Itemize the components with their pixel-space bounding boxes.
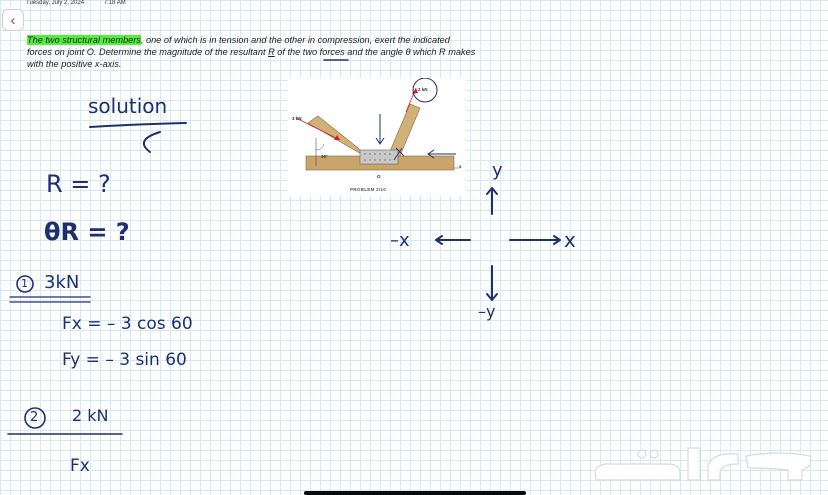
figure-caption: PROBLEM 2/10 <box>350 187 387 192</box>
unknown-theta: θR = ? <box>44 218 130 246</box>
status-time: 7:18 AM <box>103 0 126 6</box>
item2-fx: Fx <box>70 456 90 476</box>
problem-text-3: of the two forces and the angle θ which R makes with the positive x-axis. <box>27 47 476 69</box>
solution-title: solution <box>88 94 168 118</box>
equation-fy: Fy = – 3 sin 60 <box>62 350 187 370</box>
home-indicator[interactable] <box>304 491 526 495</box>
problem-resultant: R <box>268 47 275 57</box>
axis-x-label: x <box>564 228 576 252</box>
figure-joint: O <box>377 174 381 179</box>
figure-force-left: 3 kN <box>292 116 302 121</box>
figure-angle: 30° <box>321 154 328 159</box>
haraj-logo <box>588 436 820 486</box>
item1-number: 1 <box>21 277 28 290</box>
item2-number: 2 <box>30 410 39 425</box>
status-date: Tuesday, July 2, 2024 <box>26 0 85 6</box>
axis-neg-y-label: –y <box>478 302 496 321</box>
item1-label: 3kN <box>44 272 80 293</box>
figure-force-right: 2 kN <box>418 87 428 92</box>
chevron-left-icon: ‹ <box>10 11 16 29</box>
figure-axis: x <box>459 164 462 169</box>
axis-y-label: y <box>492 160 503 181</box>
item2-label: 2 kN <box>72 406 109 425</box>
problem-text-2: . Determine the magnitude of the resultant <box>93 47 269 57</box>
axis-neg-x-label: –x <box>390 230 410 251</box>
problem-text-1: , one of which is in tension and the other in compression, exert the indicated forces on joint <box>27 35 450 57</box>
problem-joint: O <box>86 47 94 57</box>
equation-fx: Fx = – 3 cos 60 <box>62 314 193 334</box>
problem-highlight: The two structural members <box>27 35 141 45</box>
unknown-r: R = ? <box>46 170 111 198</box>
